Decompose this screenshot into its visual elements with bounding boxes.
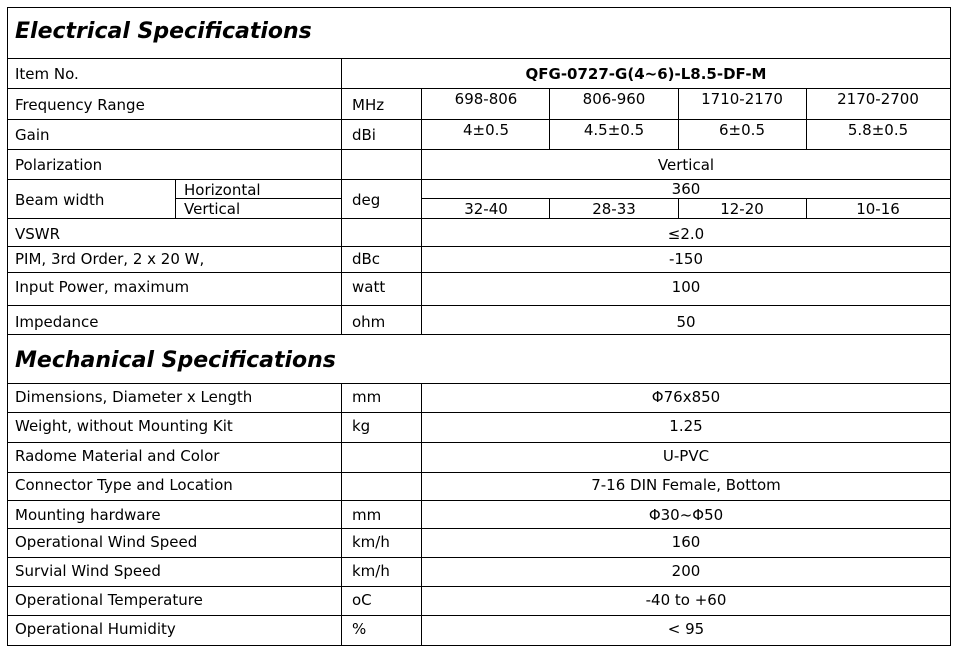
rule: [7, 88, 950, 89]
input-power-value: 100: [671, 278, 701, 296]
rule: [7, 7, 8, 646]
rule: [7, 412, 950, 413]
rule: [421, 198, 950, 199]
mech-label: Connector Type and Location: [15, 476, 233, 494]
rule: [549, 88, 550, 150]
beamwidth-vertical-label: Vertical: [184, 200, 241, 218]
beamwidth-vertical-value: 28-33: [592, 200, 636, 218]
rule: [7, 528, 950, 529]
mech-unit: %: [352, 620, 367, 638]
mech-value: < 95: [667, 620, 705, 638]
polarization-label: Polarization: [15, 156, 103, 174]
mechanical-title: Mechanical Specifications: [15, 348, 336, 373]
rule: [7, 615, 950, 616]
vswr-value: ≤2.0: [667, 225, 705, 243]
rule: [341, 383, 342, 646]
mech-value: 7-16 DIN Female, Bottom: [591, 476, 781, 494]
mech-value: Φ76x850: [651, 388, 721, 406]
gain-unit: dBi: [352, 126, 376, 144]
mech-label: Operational Humidity: [15, 620, 176, 638]
mech-value: U-PVC: [662, 447, 710, 465]
gain-value: 6±0.5: [719, 121, 765, 139]
mech-unit: km/h: [352, 533, 390, 551]
impedance-label: Impedance: [15, 313, 99, 331]
mech-label: Survial Wind Speed: [15, 562, 161, 580]
rule: [7, 383, 950, 384]
mech-label: Operational Temperature: [15, 591, 203, 609]
rule: [341, 58, 342, 335]
beamwidth-horizontal-label: Horizontal: [184, 181, 261, 199]
rule: [7, 472, 950, 473]
rule: [7, 246, 950, 247]
mech-unit: oC: [352, 591, 372, 609]
rule: [7, 218, 950, 219]
input-power-label: Input Power, maximum: [15, 278, 190, 296]
pim-value: -150: [668, 250, 704, 268]
beamwidth-label: Beam width: [15, 191, 105, 209]
rule: [7, 179, 950, 180]
mech-label: Weight, without Mounting Kit: [15, 417, 233, 435]
impedance-value: 50: [676, 313, 696, 331]
rule: [7, 557, 950, 558]
frequency-band: 806-960: [582, 90, 646, 108]
rule: [678, 88, 679, 150]
mech-unit: mm: [352, 506, 382, 524]
pim-label: PIM, 3rd Order, 2 x 20 W,: [15, 250, 205, 268]
rule: [7, 119, 950, 120]
frequency-band: 1710-2170: [701, 90, 783, 108]
frequency-label: Frequency Range: [15, 96, 145, 114]
rule: [7, 58, 950, 59]
rule: [806, 88, 807, 150]
rule: [7, 149, 950, 150]
rule: [806, 198, 807, 219]
rule: [7, 645, 950, 646]
mech-value: 1.25: [669, 417, 703, 435]
rule: [7, 442, 950, 443]
mech-unit: km/h: [352, 562, 390, 580]
item-no-label: Item No.: [15, 65, 79, 83]
gain-value: 4±0.5: [463, 121, 509, 139]
rule: [678, 198, 679, 219]
mech-unit: kg: [352, 417, 371, 435]
item-no-value: QFG-0727-G(4~6)-L8.5-DF-M: [525, 65, 767, 83]
mech-label: Radome Material and Color: [15, 447, 220, 465]
gain-value: 5.8±0.5: [847, 121, 909, 139]
mech-value: 200: [671, 562, 701, 580]
rule: [7, 272, 950, 273]
gain-value: 4.5±0.5: [583, 121, 645, 139]
pim-unit: dBc: [352, 250, 381, 268]
rule: [7, 305, 950, 306]
mech-label: Mounting hardware: [15, 506, 161, 524]
gain-label: Gain: [15, 126, 50, 144]
vswr-label: VSWR: [15, 225, 61, 243]
frequency-band: 698-806: [454, 90, 518, 108]
beamwidth-unit: deg: [352, 191, 381, 209]
frequency-unit: MHz: [352, 96, 385, 114]
mech-label: Operational Wind Speed: [15, 533, 198, 551]
rule: [7, 500, 950, 501]
mech-unit: mm: [352, 388, 382, 406]
rule: [549, 198, 550, 219]
rule: [7, 7, 950, 8]
beamwidth-vertical-value: 12-20: [720, 200, 764, 218]
input-power-unit: watt: [352, 278, 386, 296]
beamwidth-vertical-value: 10-16: [856, 200, 900, 218]
mech-value: 160: [671, 533, 701, 551]
beamwidth-horizontal-value: 360: [671, 180, 701, 198]
rule: [421, 383, 422, 646]
beamwidth-vertical-value: 32-40: [464, 200, 508, 218]
mech-value: Φ30~Φ50: [648, 506, 724, 524]
mech-value: -40 to +60: [645, 591, 727, 609]
rule: [950, 7, 951, 646]
polarization-value: Vertical: [657, 156, 715, 174]
rule: [7, 586, 950, 587]
impedance-unit: ohm: [352, 313, 386, 331]
electrical-title: Electrical Specifications: [15, 19, 312, 44]
mech-label: Dimensions, Diameter x Length: [15, 388, 253, 406]
rule: [7, 334, 950, 335]
frequency-band: 2170-2700: [837, 90, 919, 108]
rule: [421, 88, 422, 335]
rule: [175, 179, 176, 219]
